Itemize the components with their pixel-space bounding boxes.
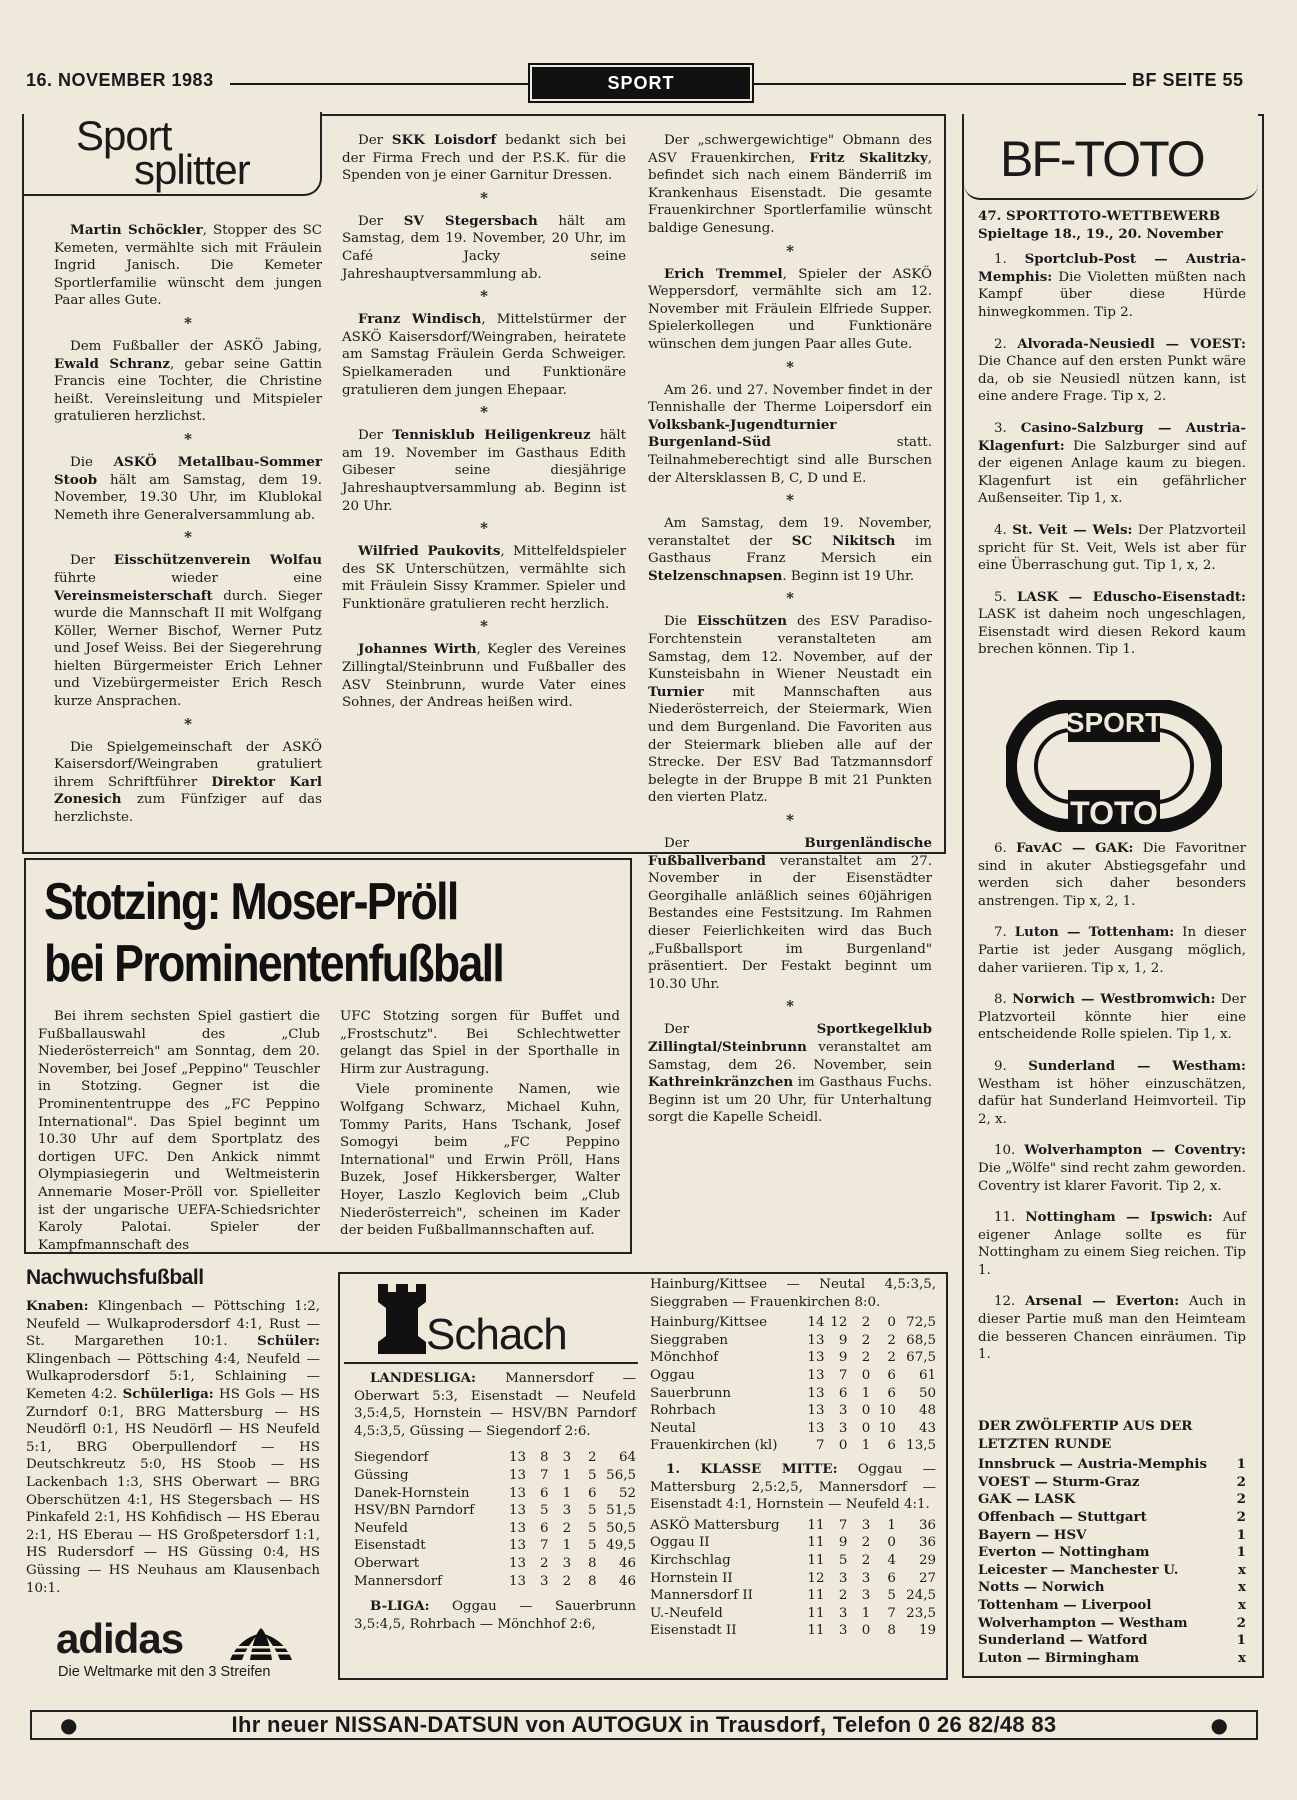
table-value: 0 bbox=[861, 1623, 871, 1639]
team-name: HSV/BN Parndorf bbox=[354, 1503, 475, 1519]
team-name: Hornstein II bbox=[650, 1570, 733, 1586]
table-value: 2 bbox=[861, 1552, 871, 1568]
table-value: 1 bbox=[562, 1467, 572, 1483]
sport-toto-logo bbox=[1006, 700, 1222, 832]
separator-asterisk: * bbox=[480, 403, 488, 422]
adidas-tagline: Die Weltmarke mit den 3 Streifen bbox=[58, 1664, 271, 1680]
nachwuchs-text: Knaben: Klingenbach — Pöttsching 1:2, Neufeld — Wulkaprodersdorf 4:1, Rust — St. Margarethen 10:1. Schüler: Klingenbach — Pöttsching 4:4, Neufeld — Wulkaprodersdorf 5:1, Schlaining — Kemeten 4:2. Schülerliga: HS Gols — HS Zurndorf 0:1, BRG Mattersburg — HS Neudörfl 0:1, HS Neudörfl — HS Neufeld 5:1, BRG Oberpullendorf — HS Deutschkreutz 5:0, HS Stoob — HS Lackenbach 1:3, SHS Oberwart — BRG Oberschützen 4:1, HS Stegersbach — HS Pinkafeld 2:1, HS Kohfidisch — HS Eberau 2:1, HS Eberau — HS Großpetersdorf 1:1, HS Rudersdorf — HS Güssing 0:4, HS Güssing — HS Neuhaus am Klausenbach 10:1. bbox=[26, 1298, 320, 1596]
table-value: 2 bbox=[1236, 1491, 1246, 1508]
table-value: 6 bbox=[887, 1385, 896, 1401]
chess-rook-icon bbox=[372, 1278, 432, 1358]
table-value: 3 bbox=[838, 1605, 848, 1621]
toto-predictions-1 bbox=[978, 208, 1246, 673]
separator-asterisk: * bbox=[480, 617, 488, 636]
toto-predictions-2 bbox=[978, 840, 1246, 1378]
table-value: 13 bbox=[508, 1555, 527, 1571]
toto-prediction: 4. St. Veit — Wels: Der Platzvorteil spricht für St. Veit, Wels ist aber für eine Überraschung gut. Tip 1, x, 2. bbox=[978, 521, 1246, 574]
table-value: 5 bbox=[587, 1467, 597, 1483]
splitter-column-1 bbox=[54, 222, 322, 830]
table-row bbox=[354, 1467, 636, 1485]
table-value: x bbox=[1238, 1561, 1246, 1578]
table-value: 5 bbox=[587, 1538, 597, 1554]
news-item: Der Burgenländische Fußballverband veranstaltet am 27. November in der Eisenstädter Georgihalle anläßlich seines 60jährigen Bestandes eine Festsitzung. Im Rahmen dieser Feierlichkeiten wird das Buch „Fußballsport im Burgenland" präsentiert. Der Festakt beginnt um 10.30 Uhr. bbox=[648, 835, 932, 992]
logo-sport-word: Sport bbox=[76, 112, 172, 159]
table-row bbox=[354, 1485, 636, 1503]
news-item: Der SKK Loisdorf bedankt sich bei der Firma Frech und der P.S.K. für die Spenden von je einer Garnitur Dressen. bbox=[342, 132, 626, 184]
table-row bbox=[978, 1597, 1246, 1615]
table-value: 43 bbox=[918, 1420, 936, 1436]
table-value: 6 bbox=[887, 1438, 896, 1454]
team-name: Siegendorf bbox=[354, 1450, 429, 1466]
toto-title: BF-TOTO bbox=[1000, 131, 1204, 187]
team-name: Sieggraben bbox=[650, 1332, 729, 1348]
table-row bbox=[978, 1491, 1246, 1509]
table-value: 13,5 bbox=[906, 1438, 936, 1454]
table-row bbox=[978, 1544, 1246, 1562]
table-value: 5 bbox=[587, 1520, 597, 1536]
splitter-column-3 bbox=[648, 132, 932, 1130]
team-name: Rohrbach bbox=[650, 1403, 716, 1419]
toto-prediction: 1. Sportclub-Post — Austria-Memphis: Die Violetten müßten nach Kampf über diese Hürde hinwegkommen. Tip 2. bbox=[978, 251, 1246, 320]
footer-advertisement bbox=[30, 1710, 1258, 1740]
table-value: 13 bbox=[508, 1573, 527, 1589]
table-value: 1 bbox=[861, 1438, 871, 1454]
table-row bbox=[650, 1367, 936, 1385]
team-name: Eisenstadt II bbox=[650, 1623, 737, 1639]
page-number: BF SEITE 55 bbox=[1132, 70, 1244, 90]
team-name: Danek-Hornstein bbox=[354, 1485, 470, 1501]
table-value: 2 bbox=[1236, 1473, 1246, 1490]
last-round-title: DER ZWÖLFERTIP AUS DER LETZTEN RUNDE bbox=[978, 1418, 1193, 1452]
table-row bbox=[978, 1527, 1246, 1545]
table-value: 2 bbox=[587, 1450, 597, 1466]
toto-prediction: 8. Norwich — Westbromwich: Der Platzvorteil könnte hier eine entscheidende Rolle spielen. Tip 1, x. bbox=[978, 991, 1246, 1043]
table-value: 52 bbox=[618, 1485, 636, 1501]
chess-column-2 bbox=[650, 1276, 936, 1640]
table-value: 1 bbox=[887, 1517, 896, 1533]
team-name: VOEST — Sturm-Graz bbox=[978, 1473, 1140, 1490]
table-value: 1 bbox=[861, 1605, 871, 1621]
chess-title: Schach bbox=[426, 1310, 567, 1359]
table-value: 5 bbox=[540, 1503, 549, 1519]
table-value: 13 bbox=[807, 1367, 825, 1383]
article-column-1 bbox=[38, 1008, 320, 1257]
team-name: Leicester — Manchester U. bbox=[978, 1561, 1179, 1578]
table-value: 0 bbox=[861, 1403, 871, 1419]
table-value: 36 bbox=[918, 1535, 936, 1551]
news-item: Johannes Wirth, Kegler des Vereines Zillingtal/Steinbrunn und Fußballer des ASV Steinbrunn, wurde Vater eines Sohnes, der Andreas heißen wird. bbox=[342, 641, 626, 711]
news-item: Dem Fußballer der ASKÖ Jabing, Ewald Schranz, gebar seine Gattin Francis eine Tochter, die Christine heißt. Vereinsleitung und Mitspieler gratulieren herzlichst. bbox=[54, 338, 322, 425]
separator-asterisk: * bbox=[184, 429, 192, 448]
table-value: 8 bbox=[887, 1623, 896, 1639]
table-row bbox=[650, 1570, 936, 1588]
table-row bbox=[978, 1615, 1246, 1633]
table-value: 2 bbox=[861, 1332, 871, 1348]
article-paragraph: UFC Stotzing sorgen für Buffet und „Frostschutz". Bei Schlechtwetter gelangt das Spiel in der Sporthalle in Hirm zur Austragung. bbox=[340, 1009, 620, 1077]
table-value: 13 bbox=[807, 1403, 825, 1419]
table-value: 10 bbox=[878, 1403, 896, 1419]
chess-title-rule bbox=[344, 1362, 638, 1364]
table-value: 23,5 bbox=[906, 1605, 936, 1621]
table-value: 2 bbox=[861, 1535, 871, 1551]
klasse-mitte-results: 1. KLASSE MITTE: Oggau — Mattersburg 2,5:2,5, Mannersdorf — Eisenstadt 4:1, Hornstein — Neufeld 4:1. bbox=[650, 1460, 936, 1513]
table-value: 0 bbox=[887, 1315, 896, 1331]
table-value: 7 bbox=[540, 1538, 549, 1554]
table-value: x bbox=[1238, 1649, 1246, 1666]
headline-line-1: Stotzing: Moser-Pröll bbox=[44, 873, 458, 931]
table-value: 1 bbox=[562, 1538, 572, 1554]
toto-prediction: 12. Arsenal — Everton: Auch in dieser Partie muß man den Heimteam die besseren Chancen einräumen. Tip 1. bbox=[978, 1293, 1247, 1363]
news-item: Der Tennisklub Heiligenkreuz hält am 19. November im Gasthaus Edith Gibeser seine diesjährige Jahreshauptversammlung ab. Beginn ist 20 Uhr. bbox=[342, 427, 626, 514]
table-row bbox=[354, 1502, 636, 1520]
issue-date: 16. NOVEMBER 1983 bbox=[26, 70, 214, 90]
table-value: 7 bbox=[815, 1438, 825, 1454]
table-row bbox=[978, 1650, 1246, 1668]
adidas-logo: adidas bbox=[56, 1615, 184, 1662]
table-value: 36 bbox=[918, 1517, 936, 1533]
team-name: ASKÖ Mattersburg bbox=[650, 1517, 780, 1533]
table-row bbox=[354, 1520, 636, 1538]
bullet-icon: ● bbox=[60, 1713, 78, 1737]
table-value: 4 bbox=[887, 1552, 896, 1568]
table-value: 2 bbox=[562, 1520, 572, 1536]
bliga-table bbox=[650, 1314, 936, 1455]
team-name: Bayern — HSV bbox=[978, 1526, 1087, 1543]
team-name: Oggau bbox=[650, 1367, 695, 1383]
table-value: 3 bbox=[861, 1588, 871, 1604]
table-value: 13 bbox=[508, 1503, 527, 1519]
table-value: 6 bbox=[887, 1570, 896, 1586]
team-name: U.-Neufeld bbox=[650, 1605, 723, 1621]
table-value: 13 bbox=[508, 1467, 527, 1483]
toto-prediction: 5. LASK — Eduscho-Eisenstadt: LASK ist daheim noch ungeschlagen, Eisenstadt wird diesen Rekord kaum brechen können. Tip 1. bbox=[978, 588, 1246, 658]
separator-asterisk: * bbox=[480, 287, 488, 306]
table-value: 50 bbox=[918, 1385, 936, 1401]
news-item: Die ASKÖ Metallbau-Sommer Stoob hält am Samstag, dem 19. November, 19.30 Uhr, im Klublokal Nemeth ihre Generalversammlung ab. bbox=[54, 453, 322, 523]
table-value: 11 bbox=[807, 1623, 825, 1639]
table-row bbox=[650, 1622, 936, 1640]
table-row bbox=[650, 1420, 936, 1438]
table-value: 0 bbox=[861, 1367, 871, 1383]
news-item: Am Samstag, dem 19. November, veranstaltet der SC Nikitsch im Gasthaus Franz Mersich ein Stelzenschnapsen. Beginn ist 19 Uhr. bbox=[648, 516, 932, 584]
table-value: 9 bbox=[838, 1332, 848, 1348]
rule-right bbox=[752, 83, 1126, 85]
table-row bbox=[978, 1632, 1246, 1650]
team-name: Luton — Birmingham bbox=[978, 1649, 1140, 1666]
table-value: 3 bbox=[838, 1623, 848, 1639]
table-row bbox=[354, 1537, 636, 1555]
table-value: x bbox=[1238, 1596, 1246, 1613]
table-value: 48 bbox=[918, 1403, 936, 1419]
news-item: Die Eisschützen des ESV Paradiso-Forchtenstein veranstalteten am Samstag, dem 12. November, auf der Kunsteisbahn in Wiener Neustadt ein Turnier mit Mannschaften aus Niederösterreich, der Steiermark, Wien und dem Burgenland. Die Favoriten aus der Steiermark blieben alle auf der Strecke. Der ESV Bad Tatzmannsdorf belegte in der Bruppe B mit 21 Punkten den vierten Platz. bbox=[648, 613, 932, 806]
bliga-results-cont: Hainburg/Kittsee — Neutal 4,5:3,5, Sieggraben — Frauenkirchen 8:0. bbox=[650, 1277, 936, 1310]
table-row bbox=[978, 1509, 1246, 1527]
table-value: 7 bbox=[887, 1605, 896, 1621]
team-name: Everton — Nottingham bbox=[978, 1544, 1150, 1561]
team-name: Güssing bbox=[354, 1467, 409, 1483]
table-value: 1 bbox=[1236, 1632, 1246, 1649]
table-value: 51,5 bbox=[606, 1503, 636, 1519]
trefoil-icon bbox=[228, 1626, 294, 1662]
separator-asterisk: * bbox=[184, 714, 192, 733]
table-value: 3 bbox=[838, 1403, 848, 1419]
table-row bbox=[650, 1605, 936, 1623]
section-label: SPORT bbox=[532, 67, 750, 99]
separator-asterisk: * bbox=[786, 357, 794, 376]
table-value: 11 bbox=[807, 1517, 825, 1533]
table-value: 1 bbox=[1236, 1456, 1246, 1473]
separator-asterisk: * bbox=[184, 528, 192, 547]
toto-prediction: 11. Nottingham — Ipswich: Auf eigener Anlage sollte es für Nottingham zu einem Sieg reichen. Tip 1. bbox=[978, 1209, 1246, 1278]
table-value: 7 bbox=[838, 1367, 848, 1383]
table-value: 0 bbox=[887, 1535, 896, 1551]
table-row bbox=[650, 1517, 936, 1535]
landesliga-results: LANDESLIGA: Mannersdorf — Oberwart 5:3, Eisenstadt — Neufeld 3,5:4,5, Hornstein — HSV/BN Parndorf 4,5:3,5, Güssing — Siegendorf 2:6. bbox=[354, 1370, 636, 1439]
table-value: 3 bbox=[540, 1573, 549, 1589]
table-value: 0 bbox=[838, 1438, 848, 1454]
article-paragraph: Viele prominente Namen, wie Wolfgang Schwarz, Michael Kuhn, Tommy Parits, Hans Tschank, Josef Somogyi beim „FC Peppino International" und Erwin Pröll, Hans Buzek, Josef Hikkersberger, Walter Hoyer, Laszlo Keglovich beim „Club Niederösterreich", scheinen im Kader der beiden Fußballmannschaften auf. bbox=[340, 1082, 620, 1239]
landesliga-table bbox=[354, 1449, 636, 1590]
team-name: Sauerbrunn bbox=[650, 1385, 731, 1401]
logo-sport-text: SPORT bbox=[1065, 707, 1163, 738]
ad-text: Ihr neuer NISSAN-DATSUN von AUTOGUX in Trausdorf, Telefon 0 26 82/48 83 bbox=[231, 1712, 1057, 1737]
news-item: Der Sportkegelklub Zillingtal/Steinbrunn veranstaltet am Samstag, dem 26. November, sein Kathreinkränzchen im Gasthaus Fuchs. Beginn ist um 20 Uhr, für Unterhaltung sorgt die Kapelle Scheidl. bbox=[648, 1021, 932, 1126]
table-row bbox=[354, 1449, 636, 1467]
klasse-mitte-table bbox=[650, 1517, 936, 1640]
table-value: 10 bbox=[878, 1420, 896, 1436]
table-value: 9 bbox=[838, 1350, 848, 1366]
table-value: 7 bbox=[838, 1517, 848, 1533]
news-item: Die Spielgemeinschaft der ASKÖ Kaisersdorf/Weingraben gratuliert ihrem Schriftführer Direktor Karl Zonesich zum Fünfziger auf das herzlichste. bbox=[54, 739, 322, 826]
table-row bbox=[978, 1474, 1246, 1492]
team-name: Innsbruck — Austria-Memphis bbox=[978, 1456, 1208, 1473]
team-name: Tottenham — Liverpool bbox=[978, 1596, 1152, 1613]
team-name: Neufeld bbox=[354, 1520, 409, 1536]
table-value: 7 bbox=[540, 1467, 549, 1483]
nachwuchs-results bbox=[26, 1298, 320, 1600]
table-row bbox=[650, 1552, 936, 1570]
sport-splitter-logo bbox=[24, 112, 322, 196]
table-row bbox=[650, 1349, 936, 1367]
table-value: 13 bbox=[807, 1350, 825, 1366]
chess-column-1 bbox=[354, 1370, 636, 1636]
toto-header bbox=[964, 112, 1258, 200]
table-row bbox=[650, 1534, 936, 1552]
news-item: Der SV Stegersbach hält am Samstag, dem 19. November, 20 Uhr, im Café Jacky seine Jahreshauptversammlung ab. bbox=[342, 212, 626, 282]
table-value: 46 bbox=[618, 1555, 636, 1571]
table-value: 11 bbox=[807, 1605, 825, 1621]
toto-prediction: 9. Sunderland — Westham: Westham ist höher einzuschätzen, dafür hat Sunderland Heimvorteil. Tip 2, x. bbox=[978, 1057, 1246, 1127]
separator-asterisk: * bbox=[786, 589, 794, 608]
table-value: 1 bbox=[1236, 1526, 1246, 1543]
table-value: 6 bbox=[587, 1485, 597, 1501]
team-name: Mönchhof bbox=[650, 1350, 719, 1366]
bliga-results: B-LIGA: Oggau — Sauerbrunn 3,5:4,5, Rohrbach — Mönchhof 2:6, bbox=[354, 1598, 636, 1632]
table-value: 2 bbox=[887, 1332, 896, 1348]
table-value: 6 bbox=[838, 1385, 848, 1401]
table-value: 46 bbox=[618, 1573, 636, 1589]
toto-prediction: 7. Luton — Tottenham: In dieser Partie ist jeder Ausgang möglich, daher variieren. Tip x, 1, 2. bbox=[978, 924, 1246, 976]
table-value: 3 bbox=[838, 1570, 848, 1586]
separator-asterisk: * bbox=[786, 491, 794, 510]
table-value: x bbox=[1238, 1579, 1246, 1596]
team-name: Oggau II bbox=[650, 1535, 710, 1551]
table-value: 12 bbox=[807, 1570, 825, 1586]
team-name: Hainburg/Kittsee bbox=[650, 1315, 768, 1331]
team-name: Sunderland — Watford bbox=[978, 1632, 1148, 1649]
separator-asterisk: * bbox=[184, 313, 192, 332]
table-row bbox=[650, 1314, 936, 1332]
toto-intro: 47. SPORTTOTO-WETTBEWERB Spieltage 18., 19., 20. November bbox=[978, 208, 1223, 242]
table-value: 3 bbox=[562, 1555, 572, 1571]
team-name: Wolverhampton — Westham bbox=[978, 1614, 1188, 1631]
table-value: 2 bbox=[1236, 1614, 1246, 1631]
team-name: GAK — LASK bbox=[978, 1491, 1076, 1508]
last-round-table bbox=[978, 1456, 1246, 1667]
table-value: 14 bbox=[807, 1315, 825, 1331]
table-value: 5 bbox=[587, 1503, 597, 1519]
separator-asterisk: * bbox=[480, 188, 488, 207]
separator-asterisk: * bbox=[786, 811, 794, 829]
table-value: 2 bbox=[861, 1350, 871, 1366]
table-value: 1 bbox=[1236, 1544, 1246, 1561]
table-value: 6 bbox=[540, 1485, 549, 1501]
table-row bbox=[650, 1402, 936, 1420]
table-value: 8 bbox=[540, 1450, 549, 1466]
table-value: 50,5 bbox=[606, 1520, 636, 1536]
splitter-column-2 bbox=[342, 132, 626, 715]
table-value: 64 bbox=[618, 1450, 636, 1466]
table-row bbox=[978, 1456, 1246, 1474]
table-value: 19 bbox=[918, 1623, 936, 1639]
table-value: 11 bbox=[807, 1588, 825, 1604]
table-value: 49,5 bbox=[606, 1538, 636, 1554]
logo-splitter-word: splitter bbox=[134, 146, 250, 193]
separator-asterisk: * bbox=[480, 519, 488, 538]
table-value: 11 bbox=[807, 1535, 825, 1551]
table-row bbox=[650, 1332, 936, 1350]
table-value: 2 bbox=[887, 1350, 896, 1366]
table-value: 8 bbox=[587, 1555, 597, 1571]
table-value: 27 bbox=[918, 1570, 936, 1586]
table-value: 9 bbox=[838, 1535, 848, 1551]
table-value: 6 bbox=[887, 1367, 896, 1383]
table-value: 68,5 bbox=[906, 1332, 936, 1348]
table-value: 5 bbox=[887, 1588, 896, 1604]
table-row bbox=[978, 1579, 1246, 1597]
table-value: 2 bbox=[838, 1588, 848, 1604]
table-value: 72,5 bbox=[906, 1315, 936, 1331]
table-row bbox=[354, 1555, 636, 1573]
table-value: 5 bbox=[838, 1552, 848, 1568]
table-value: 13 bbox=[807, 1385, 825, 1401]
table-row bbox=[650, 1587, 936, 1605]
team-name: Oberwart bbox=[354, 1555, 420, 1571]
table-value: 11 bbox=[807, 1552, 825, 1568]
team-name: Mannersdorf bbox=[354, 1573, 443, 1589]
separator-asterisk: * bbox=[786, 241, 794, 260]
news-item: Martin Schöckler, Stopper des SC Kemeten, vermählte sich mit Fräulein Ingrid Janisch. Die Kemeter Sportlerfamilie wünscht dem jungen Paar alles Gute. bbox=[54, 222, 323, 309]
table-row bbox=[650, 1437, 936, 1455]
table-value: 6 bbox=[540, 1520, 549, 1536]
table-value: 13 bbox=[508, 1538, 527, 1554]
news-item: Wilfried Paukovits, Mittelfeldspieler des SK Unterschützen, vermählte sich mit Fräulein Sissy Krammer. Spieler und Funktionäre gratulieren recht herzlich. bbox=[342, 543, 626, 612]
table-value: 2 bbox=[540, 1555, 549, 1571]
table-value: 29 bbox=[918, 1552, 936, 1568]
table-row bbox=[354, 1573, 636, 1591]
team-name: Kirchschlag bbox=[650, 1552, 731, 1568]
separator-asterisk: * bbox=[786, 997, 794, 1016]
nachwuchs-title: Nachwuchsfußball bbox=[26, 1266, 204, 1289]
table-value: 3 bbox=[562, 1503, 572, 1519]
table-value: 3 bbox=[838, 1420, 848, 1436]
table-value: 0 bbox=[861, 1420, 871, 1436]
headline-line-2: bei Prominentenfußball bbox=[44, 935, 504, 993]
table-value: 3 bbox=[861, 1517, 871, 1533]
table-value: 2 bbox=[562, 1573, 572, 1589]
table-row bbox=[650, 1385, 936, 1403]
table-value: 61 bbox=[918, 1367, 936, 1383]
article-column-2 bbox=[340, 1008, 620, 1243]
toto-last-round bbox=[978, 1418, 1246, 1667]
table-value: 2 bbox=[1236, 1508, 1246, 1525]
table-value: 13 bbox=[508, 1450, 527, 1466]
rule-left bbox=[230, 83, 528, 85]
team-name: Offenbach — Stuttgart bbox=[978, 1508, 1147, 1525]
team-name: Eisenstadt bbox=[354, 1538, 426, 1554]
table-value: 8 bbox=[587, 1573, 597, 1589]
toto-prediction: 3. Casino-Salzburg — Austria-Klagenfurt: Die Salzburger sind auf der eigenen Anlage kaum zu biegen. Klagenfurt ist ein gefährlicher Außenseiter. Tip 1, x. bbox=[978, 419, 1246, 507]
news-item: Franz Windisch, Mittelstürmer der ASKÖ Kaisersdorf/Weingraben, heiratete am Samstag Fräulein Gerda Schweiger. Spielkameraden und Funktionäre gratulieren dem jungen Ehepaar. bbox=[342, 311, 626, 398]
table-value: 12 bbox=[830, 1315, 848, 1331]
table-value: 13 bbox=[508, 1520, 527, 1536]
news-item: Der Eisschützenverein Wolfau führte wieder eine Vereinsmeisterschaft durch. Sieger wurde die Mannschaft II mit Wolfgang Köller, Werner Bischof, Werner Putz und Josef Weiss. Bei der Siegerehrung hielten Bürgermeister Erich Lehner und Vizebürgermeister Erich Resch kurze Ansprachen. bbox=[54, 552, 322, 710]
team-name: Notts — Norwich bbox=[978, 1579, 1105, 1596]
bullet-icon: ● bbox=[1210, 1713, 1228, 1737]
table-value: 13 bbox=[807, 1332, 825, 1348]
table-value: 13 bbox=[508, 1485, 527, 1501]
news-item: Am 26. und 27. November findet in der Tennishalle der Therme Loipersdorf ein Volksbank-Jugendturnier Burgenland-Süd statt. Teilnahmeberechtigt sind alle Burschen der Altersklassen B, C, D und E. bbox=[648, 382, 932, 486]
news-item: Der „schwergewichtige" Obmann des ASV Frauenkirchen, Fritz Skalitzky, befindet sich nach einem Bänderriß im Krankenhaus Eisenstadt. Die gesamte Frauenkirchner Sportlerfamilie wünscht baldige Genesung. bbox=[648, 133, 932, 236]
table-value: 1 bbox=[562, 1485, 572, 1501]
team-name: Mannersdorf II bbox=[650, 1588, 753, 1604]
team-name: Neutal bbox=[650, 1420, 696, 1436]
toto-prediction: 10. Wolverhampton — Coventry: Die „Wölfe" sind recht zahm geworden. Coventry ist klarer Favorit. Tip 2, x. bbox=[978, 1142, 1246, 1194]
team-name: Frauenkirchen (kl) bbox=[650, 1438, 778, 1454]
article-paragraph: Bei ihrem sechsten Spiel gastiert die Fußballauswahl des „Club Niederösterreich" am Sonntag, dem 20. November, bei Josef „Peppino" Teuschler in Stotzing. Gegner ist die Prominententruppe des „FC Peppino International". Das Spiel beginnt um 10.30 Uhr auf dem Sportplatz des dortigen UFC. Den Ankick nimmt Olympiasiegerin und Weltmeisterin Annemarie Moser-Pröll vor. Spielleiter ist der ungarische UEFA-Schiedsrichter Karoly Palotai. Spieler der Kampfmannschaft des bbox=[38, 1009, 320, 1253]
toto-prediction: 2. Alvorada-Neusiedl — VOEST: Die Chance auf den ersten Punkt wäre da, ob sie Neusiedl nützen kann, ist eine andere Frage. Tip x, 2. bbox=[978, 335, 1246, 405]
table-value: 3 bbox=[562, 1450, 572, 1466]
table-value: 1 bbox=[861, 1385, 871, 1401]
table-value: 13 bbox=[807, 1420, 825, 1436]
table-row bbox=[978, 1562, 1246, 1580]
toto-prediction: 6. FavAC — GAK: Die Favoritner sind in akuter Abstiegsgefahr und werden sich daher besonders anstrengen. Tip x, 2, 1. bbox=[978, 840, 1246, 909]
table-value: 67,5 bbox=[906, 1350, 936, 1366]
table-value: 24,5 bbox=[906, 1588, 936, 1604]
news-item: Erich Tremmel, Spieler der ASKÖ Weppersdorf, vermählte sich am 12. November mit Fräulein Elfriede Supper. Spielerkollegen und Funktionäre wünschen dem jungen Paar alles Gute. bbox=[648, 265, 932, 352]
table-value: 56,5 bbox=[606, 1467, 636, 1483]
logo-toto-text: TOTO bbox=[1070, 795, 1158, 831]
table-value: 3 bbox=[861, 1570, 871, 1586]
table-value: 2 bbox=[861, 1315, 871, 1331]
